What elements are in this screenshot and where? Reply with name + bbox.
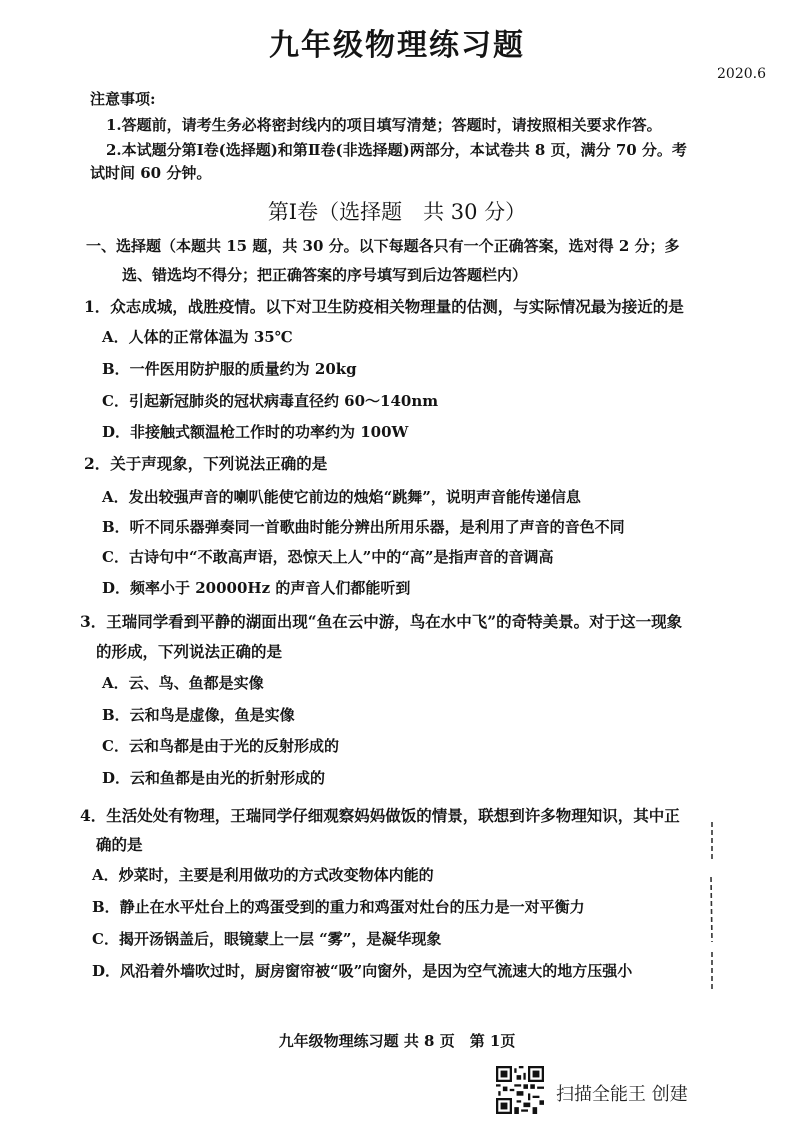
question-2-option-c: C．古诗句中“不敢高声语，恐惊天上人”中的“高”是指声音的音调高 xyxy=(102,548,554,566)
notice-line-2: 2.本试题分第Ⅰ卷(选择题)和第Ⅱ卷(非选择题)两部分，本试卷共 8 页，满分 70 分。考 xyxy=(106,141,687,159)
question-4-stem-line-2: 确的是 xyxy=(96,835,143,854)
question-1-stem: 1．众志成城，战胜疫情。以下对卫生防疫相关物理量的估测，与实际情况最为接近的是 xyxy=(84,297,684,316)
question-2-option-a: A．发出较强声音的喇叭能使它前边的烛焰“跳舞”，说明声音能传递信息 xyxy=(102,488,581,506)
question-1-option-c: C．引起新冠肺炎的冠状病毒直径约 60～140nm xyxy=(102,392,439,410)
question-4-option-c: C．揭开汤锅盖后，眼镜蒙上一层 “雾”，是凝华现象 xyxy=(92,930,442,948)
notice-line-3: 试时间 60 分钟。 xyxy=(90,164,212,182)
binding-line xyxy=(710,822,714,992)
question-1-option-d: D．非接触式额温枪工作时的功率约为 100W xyxy=(102,423,409,441)
question-3-stem-line-2: 的形成，下列说法正确的是 xyxy=(96,642,283,661)
notice-heading: 注意事项: xyxy=(90,90,156,108)
question-4-option-a: A．炒菜时，主要是利用做功的方式改变物体内能的 xyxy=(92,866,434,884)
exam-date: 2020.6 xyxy=(717,66,766,82)
question-4-stem-line-1: 4．生活处处有物理，王瑞同学仔细观察妈妈做饭的情景，联想到许多物理知识，其中正 xyxy=(80,806,680,825)
part-instructions-line-1: 一、选择题（本题共 15 题，共 30 分。以下每题各只有一个正确答案，选对得 2 分；多 xyxy=(86,237,680,255)
scanner-watermark: 扫描全能王 创建 xyxy=(556,1084,688,1105)
question-2-option-b: B．听不同乐器弹奏同一首歌曲时能分辨出所用乐器，是利用了声音的音色不同 xyxy=(102,518,625,536)
notice-line-1: 1.答题前，请考生务必将密封线内的项目填写清楚；答题时，请按照相关要求作答。 xyxy=(106,116,662,134)
page-title: 九年级物理练习题 xyxy=(269,28,525,63)
question-2-stem: 2．关于声现象，下列说法正确的是 xyxy=(84,454,328,473)
question-4-option-b: B．静止在水平灶台上的鸡蛋受到的重力和鸡蛋对灶台的压力是一对平衡力 xyxy=(92,898,585,916)
part-instructions-line-2: 选、错选均不得分；把正确答案的序号填写到后边答题栏内） xyxy=(122,266,528,284)
question-3-stem-line-1: 3．王瑞同学看到平静的湖面出现“鱼在云中游，鸟在水中飞”的奇特美景。对于这一现象 xyxy=(80,612,683,631)
question-3-option-d: D．云和鱼都是由光的折射形成的 xyxy=(102,769,326,787)
question-1-option-a: A．人体的正常体温为 35℃ xyxy=(102,328,293,346)
question-1-option-b: B．一件医用防护服的质量约为 20kg xyxy=(102,360,357,378)
question-3-option-c: C．云和鸟都是由于光的反射形成的 xyxy=(102,737,339,755)
section-title: 第Ⅰ卷（选择题 共 30 分） xyxy=(267,200,527,224)
question-3-option-a: A．云、鸟、鱼都是实像 xyxy=(102,674,264,692)
qr-code-icon xyxy=(496,1066,544,1114)
question-3-option-b: B．云和鸟是虚像，鱼是实像 xyxy=(102,706,295,724)
question-2-option-d: D．频率小于 20000Hz 的声音人们都能听到 xyxy=(102,579,411,597)
question-4-option-d: D．风沿着外墙吹过时，厨房窗帘被“吸”向窗外，是因为空气流速大的地方压强小 xyxy=(92,962,633,980)
page-footer: 九年级物理练习题 共 8 页 第 1页 xyxy=(278,1032,516,1050)
